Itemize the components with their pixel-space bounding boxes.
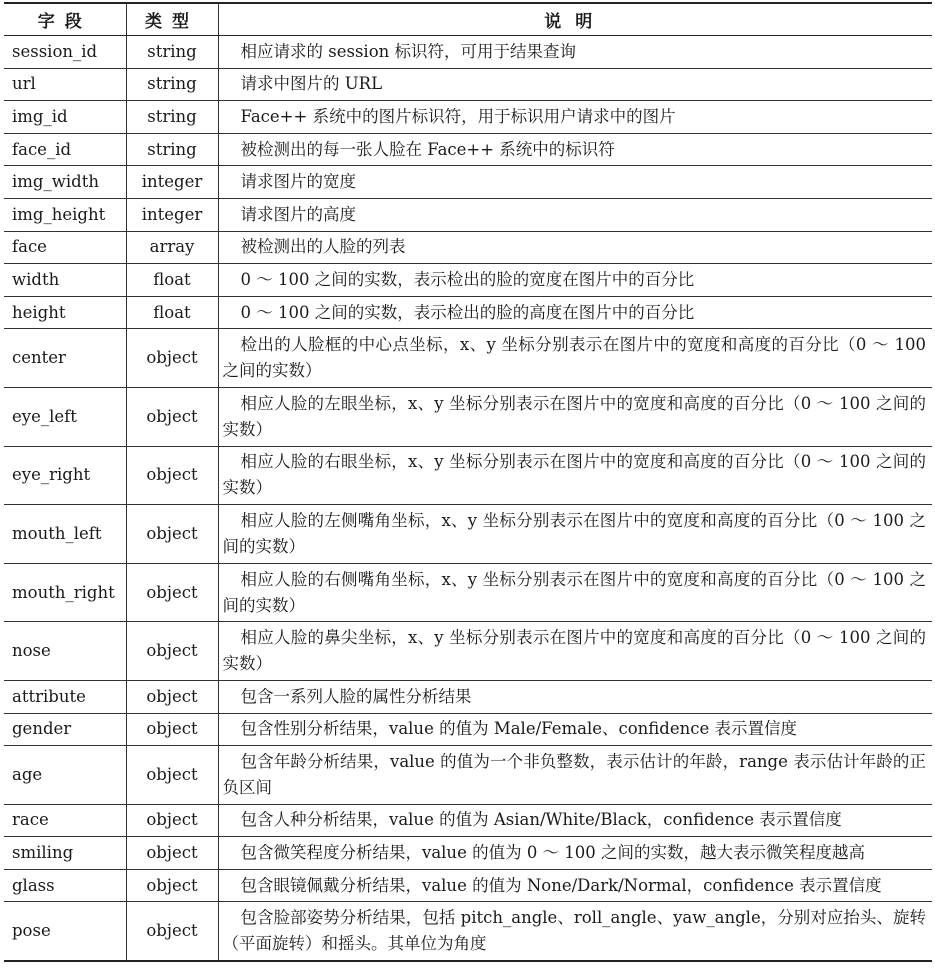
description-cell: 包含性别分析结果，value 的值为 Male/Female、confidence 表示置信度 <box>218 713 932 746</box>
field-cell: eye_right <box>4 446 126 505</box>
description-cell: 0 ～ 100 之间的实数，表示检出的脸的宽度在图片中的百分比 <box>218 264 932 297</box>
type-cell: object <box>126 837 218 870</box>
table-row <box>4 387 932 446</box>
field-cell: face <box>4 231 126 264</box>
description-cell: 请求图片的宽度 <box>218 166 932 199</box>
table-row <box>4 296 932 329</box>
field-cell: session_id <box>4 36 126 69</box>
description-cell: 包含眼镜佩戴分析结果，value 的值为 None/Dark/Normal，confidence 表示置信度 <box>218 869 932 902</box>
type-cell: integer <box>126 166 218 199</box>
description-cell: 相应人脸的右眼坐标，x、y 坐标分别表示在图片中的宽度和高度的百分比（0 ～ 100 之间的实数） <box>218 446 932 505</box>
type-cell: integer <box>126 198 218 231</box>
table-row <box>4 563 932 622</box>
description-cell: 包含微笑程度分析结果，value 的值为 0 ～ 100 之间的实数，越大表示微笑程度越高 <box>218 837 932 870</box>
field-cell: gender <box>4 713 126 746</box>
field-cell: mouth_left <box>4 505 126 564</box>
table-row <box>4 198 932 231</box>
table-row <box>4 231 932 264</box>
description-cell: 请求图片的高度 <box>218 198 932 231</box>
table-row <box>4 713 932 746</box>
field-cell: url <box>4 68 126 101</box>
field-cell: center <box>4 329 126 388</box>
description-cell: 检出的人脸框的中心点坐标，x、y 坐标分别表示在图片中的宽度和高度的百分比（0 ～ 100 之间的实数） <box>218 329 932 388</box>
field-cell: race <box>4 804 126 837</box>
field-cell: eye_left <box>4 387 126 446</box>
type-cell: array <box>126 231 218 264</box>
type-cell: object <box>126 680 218 713</box>
header-description: 说明 <box>218 3 932 36</box>
header-field: 字段 <box>4 3 126 36</box>
description-cell: 包含一系列人脸的属性分析结果 <box>218 680 932 713</box>
field-cell: face_id <box>4 133 126 166</box>
table-row <box>4 264 932 297</box>
type-cell: string <box>126 68 218 101</box>
header-type: 类型 <box>126 3 218 36</box>
type-cell: object <box>126 902 218 961</box>
type-cell: float <box>126 264 218 297</box>
table-row <box>4 133 932 166</box>
field-cell: glass <box>4 869 126 902</box>
field-cell: age <box>4 746 126 805</box>
type-cell: object <box>126 713 218 746</box>
type-cell: float <box>126 296 218 329</box>
description-cell: 被检测出的每一张人脸在 Face++ 系统中的标识符 <box>218 133 932 166</box>
table-row <box>4 446 932 505</box>
description-cell: 包含脸部姿势分析结果，包括 pitch_angle、roll_angle、yaw_angle，分别对应抬头、旋转（平面旋转）和摇头。其单位为角度 <box>218 902 932 961</box>
description-cell: 相应人脸的右侧嘴角坐标，x、y 坐标分别表示在图片中的宽度和高度的百分比（0 ～ 100 之间的实数） <box>218 563 932 622</box>
type-cell: string <box>126 133 218 166</box>
table-row <box>4 36 932 69</box>
type-cell: string <box>126 101 218 134</box>
type-cell: object <box>126 804 218 837</box>
type-cell: object <box>126 622 218 681</box>
table-row <box>4 837 932 870</box>
table-row <box>4 166 932 199</box>
type-cell: string <box>126 36 218 69</box>
table-row <box>4 804 932 837</box>
description-cell: 相应请求的 session 标识符，可用于结果查询 <box>218 36 932 69</box>
description-cell: 0 ～ 100 之间的实数，表示检出的脸的高度在图片中的百分比 <box>218 296 932 329</box>
type-cell: object <box>126 387 218 446</box>
table-row <box>4 505 932 564</box>
type-cell: object <box>126 563 218 622</box>
description-cell: 包含年龄分析结果，value 的值为一个非负整数，表示估计的年龄，range 表示估计年龄的正负区间 <box>218 746 932 805</box>
type-cell: object <box>126 505 218 564</box>
table-row <box>4 902 932 961</box>
field-cell: img_id <box>4 101 126 134</box>
table-row <box>4 746 932 805</box>
table-row <box>4 68 932 101</box>
header-row <box>4 3 932 36</box>
type-cell: object <box>126 746 218 805</box>
field-cell: smiling <box>4 837 126 870</box>
field-cell: img_height <box>4 198 126 231</box>
field-cell: img_width <box>4 166 126 199</box>
description-cell: 被检测出的人脸的列表 <box>218 231 932 264</box>
field-cell: height <box>4 296 126 329</box>
table-row <box>4 329 932 388</box>
field-cell: mouth_right <box>4 563 126 622</box>
table-row <box>4 869 932 902</box>
field-description-table <box>4 2 932 962</box>
type-cell: object <box>126 446 218 505</box>
description-cell: 请求中图片的 URL <box>218 68 932 101</box>
description-cell: 相应人脸的鼻尖坐标，x、y 坐标分别表示在图片中的宽度和高度的百分比（0 ～ 100 之间的实数） <box>218 622 932 681</box>
description-cell: Face++ 系统中的图片标识符，用于标识用户请求中的图片 <box>218 101 932 134</box>
field-cell: attribute <box>4 680 126 713</box>
table-row <box>4 101 932 134</box>
type-cell: object <box>126 869 218 902</box>
description-cell: 相应人脸的左眼坐标，x、y 坐标分别表示在图片中的宽度和高度的百分比（0 ～ 100 之间的实数） <box>218 387 932 446</box>
type-cell: object <box>126 329 218 388</box>
table-row <box>4 622 932 681</box>
description-cell: 相应人脸的左侧嘴角坐标，x、y 坐标分别表示在图片中的宽度和高度的百分比（0 ～ 100 之间的实数） <box>218 505 932 564</box>
field-cell: pose <box>4 902 126 961</box>
field-cell: nose <box>4 622 126 681</box>
description-cell: 包含人种分析结果，value 的值为 Asian/White/Black，confidence 表示置信度 <box>218 804 932 837</box>
field-cell: width <box>4 264 126 297</box>
table-row <box>4 680 932 713</box>
